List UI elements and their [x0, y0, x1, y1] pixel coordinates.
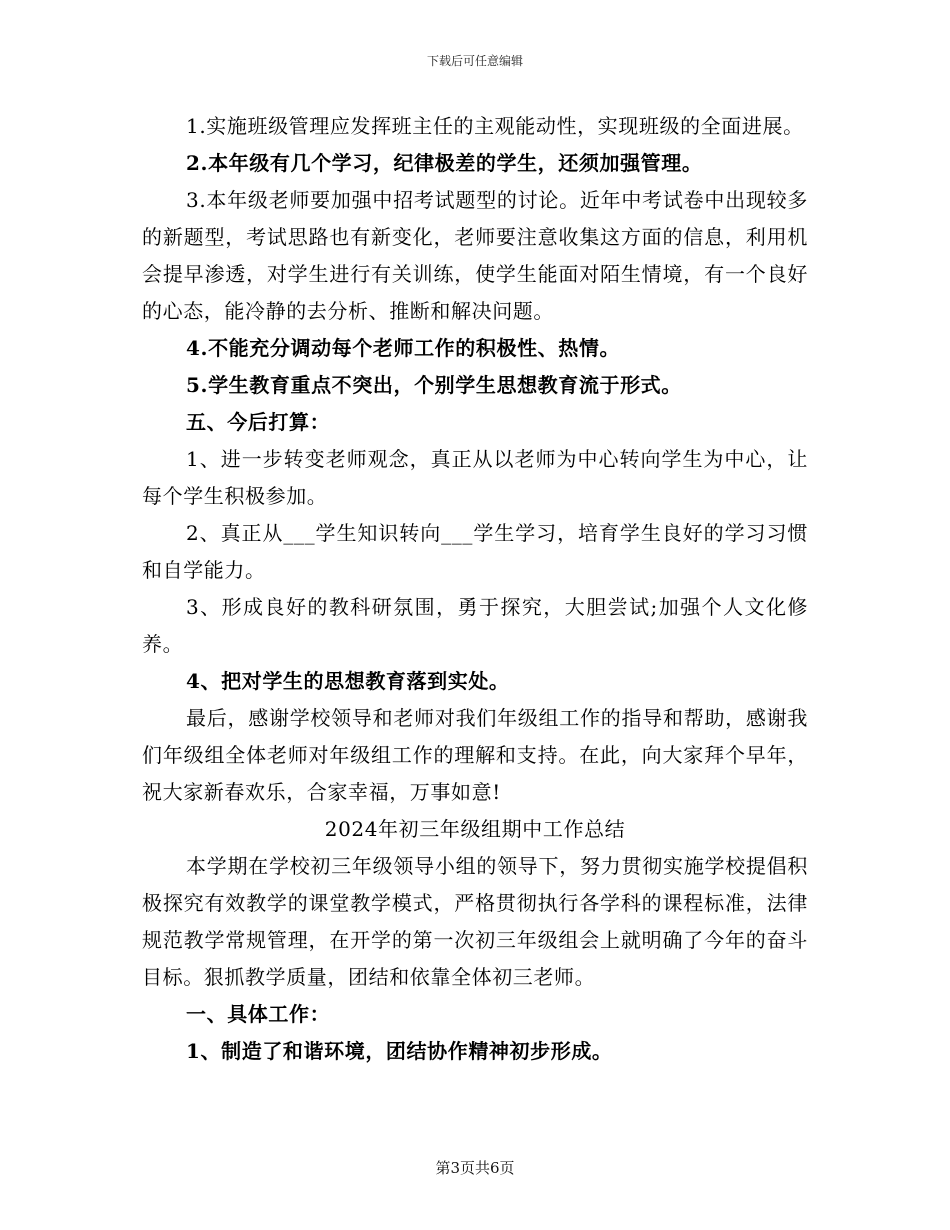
paragraph-2-bold: 2.本年级有几个学习，纪律极差的学生，还须加强管理。 [186, 151, 703, 175]
document-body [142, 108, 808, 1070]
section-heading-specific-work: 一、具体工作： [186, 1002, 331, 1026]
plan-item-4-bold: 4、把对学生的思想教育落到实处。 [186, 669, 510, 693]
paragraph-4-bold: 4.不能充分调动每个老师工作的积极性、热情。 [186, 336, 621, 360]
paragraph-3: 3.本年级老师要加强中招考试题型的讨论。近年中考试卷中出现较多的新题型，考试思路也有新变化，老师要注意收集这方面的信息，利用机会提早渗透，对学生进行有关训练，使学生能面对陌生情境，有一个良好的心态，能冷静的去分析、推断和解决问题。 [142, 188, 808, 323]
page-header: 下载后可任意编辑 [426, 54, 523, 68]
work-item-1-bold: 1、制造了和谐环境，团结协作精神初步形成。 [186, 1039, 613, 1063]
closing-paragraph: 最后，感谢学校领导和老师对我们年级组工作的指导和帮助，感谢我们年级组全体老师对年级组工作的理解和支持。在此，向大家拜个早年，祝大家新春欢乐，合家幸福，万事如意! [142, 706, 808, 804]
plan-item-1: 1、进一步转变老师观念，真正从以老师为中心转向学生为中心，让每个学生积极参加。 [142, 447, 808, 508]
summary-intro-paragraph: 本学期在学校初三年级领导小组的领导下，努力贯彻实施学校提倡积极探究有效教学的课堂教学模式，严格贯彻执行各学科的课程标准，法律规范教学常规管理，在开学的第一次初三年级组会上就明确了今年的奋斗目标。狠抓教学质量，团结和依靠全体初三老师。 [142, 854, 808, 989]
section-heading-future-plans: 五、今后打算： [186, 410, 331, 434]
paragraph-5-bold: 5.学生教育重点不突出，个别学生思想教育流于形式。 [186, 373, 682, 397]
section-title: 2024年初三年级组期中工作总结 [324, 817, 626, 841]
plan-item-3: 3、形成良好的教科研氛围，勇于探究，大胆尝试;加强个人文化修养。 [142, 595, 808, 656]
paragraph-1: 1.实施班级管理应发挥班主任的主观能动性，实现班级的全面进展。 [186, 114, 804, 138]
page-footer: 第3页共6页 [435, 1159, 515, 1177]
plan-item-2: 2、真正从___学生知识转向___学生学习，培育学生良好的学习习惯和自学能力。 [142, 521, 808, 582]
